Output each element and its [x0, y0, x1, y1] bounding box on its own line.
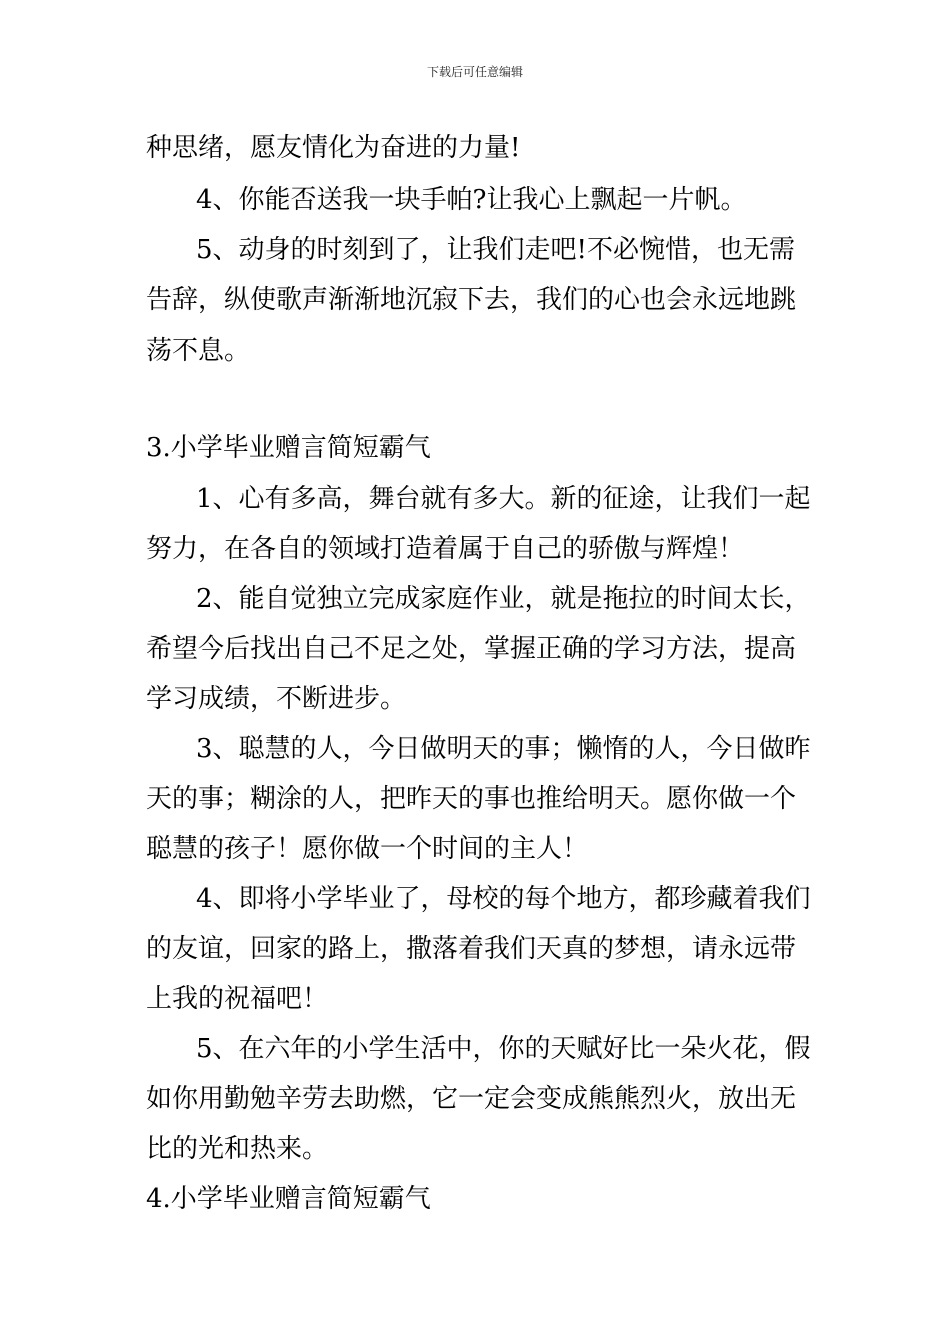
- list-item-text: 4、你能否送我一块手帕?让我心上飘起一片帆。: [196, 185, 747, 215]
- text-line: 如你用勤勉辛劳去助燃，它一定会变成熊熊烈火，放出无: [146, 1084, 797, 1114]
- text-line: 天的事；糊涂的人，把昨天的事也推给明天。愿你做一个: [146, 784, 797, 814]
- section-heading: 4.小学毕业赠言简短霸气: [146, 1184, 431, 1214]
- text-line: 比的光和热来。: [146, 1134, 329, 1164]
- list-item-text: 5、在六年的小学生活中，你的天赋好比一朵火花，假: [196, 1034, 811, 1064]
- text-line: 上我的祝福吧！: [146, 984, 329, 1014]
- text-line: 学习成绩，不断进步。: [146, 684, 407, 714]
- text-line: 希望今后找出自己不足之处，掌握正确的学习方法，提高: [146, 634, 797, 664]
- text-line: 努力，在各自的领域打造着属于自己的骄傲与辉煌！: [146, 534, 745, 564]
- text-line: 的友谊，回家的路上，撒落着我们天真的梦想，请永远带: [146, 934, 797, 964]
- list-item-text: 4、即将小学毕业了，母校的每个地方，都珍藏着我们: [196, 884, 811, 914]
- text-line: 荡不息。: [146, 336, 251, 366]
- section-heading: 3.小学毕业赠言简短霸气: [146, 433, 431, 463]
- text-line: 聪慧的孩子！愿你做一个时间的主人！: [146, 834, 589, 864]
- text-line: 种思绪，愿友情化为奋进的力量!: [146, 133, 521, 163]
- list-item-text: 3、聪慧的人，今日做明天的事；懒惰的人，今日做昨: [196, 734, 811, 764]
- page-header-note: 下载后可任意编辑: [426, 65, 523, 79]
- list-item-text: 5、动身的时刻到了，让我们走吧!不必惋惜，也无需: [196, 235, 795, 265]
- text-line: 告辞，纵使歌声渐渐地沉寂下去，我们的心也会永远地跳: [146, 285, 797, 315]
- list-item-text: 1、心有多高，舞台就有多大。新的征途，让我们一起: [196, 484, 811, 514]
- list-item-text: 2、能自觉独立完成家庭作业，就是拖拉的时间太长，: [196, 584, 811, 614]
